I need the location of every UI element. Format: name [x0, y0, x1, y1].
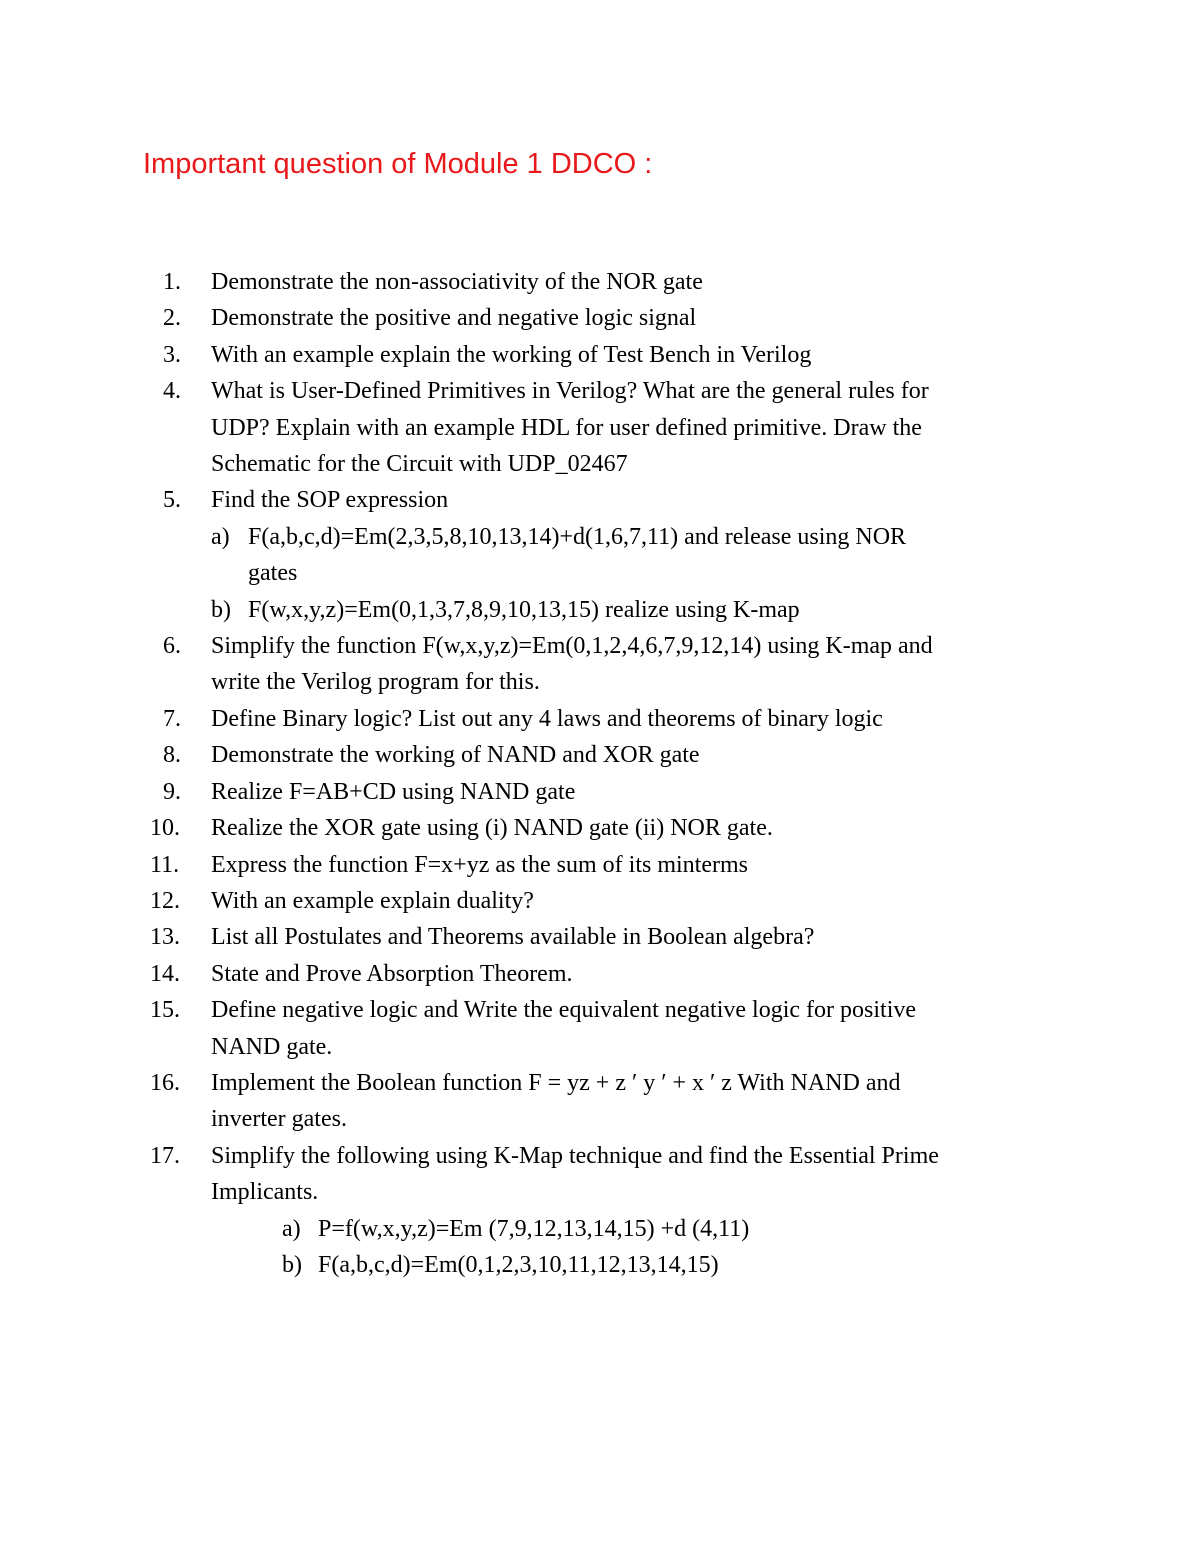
- question-number: 15.: [150, 997, 180, 1024]
- question-number: 5.: [163, 487, 181, 514]
- question-item: [0, 373, 1061, 482]
- question-text-line: Express the function F=x+yz as the sum of its minterms: [211, 851, 748, 878]
- question-item: [0, 774, 1061, 810]
- question-item: [0, 300, 1061, 336]
- sub-question-item: [0, 519, 1018, 592]
- question-text-line: Define Binary logic? List out any 4 laws and theorems of binary logic: [211, 705, 883, 732]
- question-number: 12.: [150, 887, 180, 914]
- sub-question-item: [0, 1247, 1018, 1283]
- question-item: [0, 992, 1061, 1065]
- question-item: [0, 264, 1061, 300]
- question-number: 2.: [163, 305, 181, 332]
- question-item: [0, 956, 1061, 992]
- question-text-line: With an example explain the working of Test Bench in Verilog: [211, 341, 812, 368]
- question-number: 7.: [163, 705, 181, 732]
- sub-question-item: [0, 1211, 1018, 1247]
- question-text-line: With an example explain duality?: [211, 887, 534, 914]
- question-number: 17.: [150, 1142, 180, 1169]
- question-text-line: Schematic for the Circuit with UDP_02467: [211, 451, 628, 478]
- question-number: 13.: [150, 924, 180, 951]
- question-item: [0, 1138, 1061, 1211]
- sub-question-text-line: P=f(w,x,y,z)=Em (7,9,12,13,14,15) +d (4,11): [318, 1215, 750, 1242]
- question-text-line: Realize F=AB+CD using NAND gate: [211, 778, 576, 805]
- question-item: [0, 701, 1061, 737]
- sub-question-label: a): [282, 1215, 301, 1242]
- question-text-line: Simplify the following using K-Map technique and find the Essential Prime: [211, 1142, 939, 1169]
- question-text-line: State and Prove Absorption Theorem.: [211, 960, 573, 987]
- question-text-line: Demonstrate the working of NAND and XOR gate: [211, 742, 700, 769]
- question-number: 9.: [163, 778, 181, 805]
- question-number: 14.: [150, 960, 180, 987]
- sub-question-text-line: F(a,b,c,d)=Em(2,3,5,8,10,13,14)+d(1,6,7,11) and release using NOR: [248, 523, 907, 550]
- sub-question-text-line: gates: [248, 560, 298, 587]
- question-list: [0, 264, 1200, 1283]
- question-text-line: Demonstrate the positive and negative logic signal: [211, 305, 697, 332]
- question-text-line: UDP? Explain with an example HDL for user defined primitive. Draw the: [211, 414, 922, 441]
- question-text-line: Define negative logic and Write the equivalent negative logic for positive: [211, 997, 917, 1024]
- question-text-line: Realize the XOR gate using (i) NAND gate (ii) NOR gate.: [211, 815, 773, 842]
- question-text-line: Implement the Boolean function F = yz + z ′ y ′ + x ′ z With NAND and: [211, 1069, 901, 1096]
- question-item: [0, 1065, 1061, 1138]
- question-text-line: What is User-Defined Primitives in Verilog? What are the general rules for: [211, 378, 929, 405]
- question-item: [0, 337, 1061, 373]
- question-text-line: write the Verilog program for this.: [211, 669, 540, 696]
- question-number: 8.: [163, 742, 181, 769]
- sub-question-label: a): [211, 523, 230, 550]
- page-title: Important question of Module 1 DDCO :: [143, 148, 653, 180]
- question-item: [0, 482, 1061, 518]
- question-item: [0, 810, 1061, 846]
- question-text-line: List all Postulates and Theorems available in Boolean algebra?: [211, 924, 815, 951]
- question-item: [0, 737, 1061, 773]
- question-text-line: Find the SOP expression: [211, 487, 449, 514]
- question-item: [0, 919, 1061, 955]
- question-text-line: Simplify the function F(w,x,y,z)=Em(0,1,2,4,6,7,9,12,14) using K-map and: [211, 633, 933, 660]
- question-number: 16.: [150, 1069, 180, 1096]
- question-number: 1.: [163, 269, 181, 295]
- question-item: [0, 883, 1061, 919]
- question-text-line: Implicants.: [211, 1179, 319, 1206]
- question-number: 10.: [150, 815, 180, 842]
- sub-question-item: [0, 592, 1018, 628]
- question-item: [0, 628, 1061, 701]
- question-number: 4.: [163, 378, 181, 405]
- question-number: 3.: [163, 341, 181, 368]
- question-item: [0, 847, 1061, 883]
- sub-question-label: b): [282, 1251, 302, 1278]
- question-text-line: inverter gates.: [211, 1106, 347, 1133]
- question-number: 11.: [150, 851, 180, 878]
- question-number: 6.: [163, 633, 181, 660]
- sub-question-text-line: F(a,b,c,d)=Em(0,1,2,3,10,11,12,13,14,15): [318, 1251, 719, 1278]
- sub-question-label: b): [211, 596, 231, 623]
- question-text-line: NAND gate.: [211, 1033, 333, 1060]
- sub-question-text-line: F(w,x,y,z)=Em(0,1,3,7,8,9,10,13,15) realize using K-map: [248, 596, 800, 623]
- question-text-line: Demonstrate the non-associativity of the NOR gate: [211, 269, 703, 295]
